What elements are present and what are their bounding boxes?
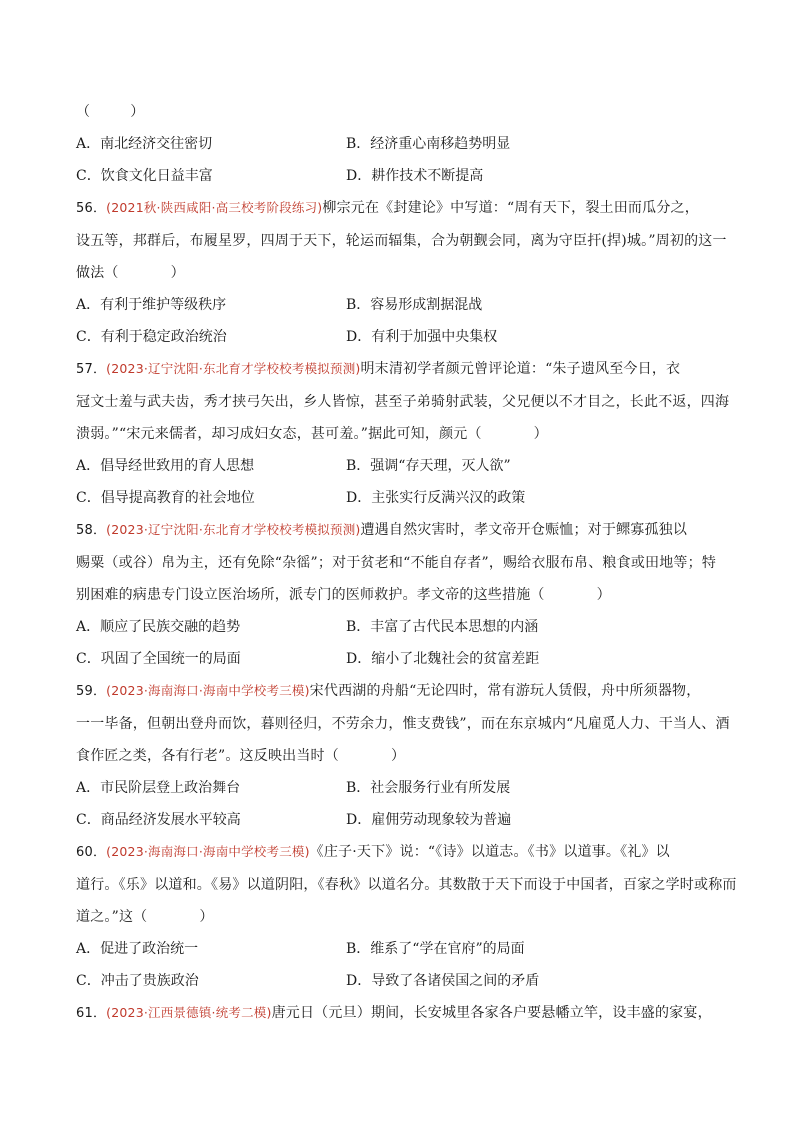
q58-stem-line-3: 别困难的病患专门设立医治场所，派专门的医师救护。孝文帝的这些措施（ ）	[76, 587, 611, 603]
q61-source: (2023·江西景德镇·统考二模)	[106, 1005, 272, 1020]
q57-number: 57．	[76, 362, 107, 377]
q55-option-a: A．南北经济交往密切	[76, 136, 213, 152]
q57-stem-line-1: 57．(2023·辽宁沈阳·东北育才学校校考模拟预测)明末清初学者颜元曾评论道：“朱子遗风至今日，衣	[76, 361, 681, 377]
q56-option-c: C．有利于稳定政治统治	[76, 329, 227, 345]
q58-option-c: C．巩固了全国统一的局面	[76, 651, 241, 667]
q60-stem-line-3: 道之。”这（ ）	[76, 909, 214, 925]
q60-option-b: B．维系了“学在官府”的局面	[346, 941, 525, 957]
q58-options-row-2	[76, 643, 726, 675]
q56-stem-line-2: 设五等，邦群后，布履星罗，四周于天下，轮运而辐集，合为朝觐会同，离为守臣扞(捍)城。”周初的这一	[76, 233, 727, 249]
q56-option-d: D．有利于加强中央集权	[346, 329, 498, 345]
q58-number: 58．	[76, 523, 107, 538]
q59-option-c: C．商品经济发展水平较高	[76, 812, 241, 828]
q55-answer-blank	[76, 96, 726, 128]
q60-option-a: A．促进了政治统一	[76, 941, 199, 957]
q57-source: (2023·辽宁沈阳·东北育才学校校考模拟预测)	[106, 361, 361, 376]
q55-options-row-2	[76, 160, 726, 192]
q58-option-a: A．顺应了民族交融的趋势	[76, 619, 241, 635]
q58-option-d: D．缩小了北魏社会的贫富差距	[346, 651, 540, 667]
q55-option-c: C．饮食文化日益丰富	[76, 168, 213, 184]
q56-option-b: B．容易形成割据混战	[346, 297, 483, 313]
q59-number: 59．	[76, 684, 107, 699]
q55-options-row-1	[76, 128, 726, 160]
question-list	[76, 96, 737, 1030]
q60-source: (2023·海南海口·海南中学校考三模)	[106, 844, 310, 859]
q57-option-d: D．主张实行反满兴汉的政策	[346, 490, 526, 506]
q60-stem-line-1: 60．(2023·海南海口·海南中学校考三模)《庄子·天下》说：“《诗》以道志。《书》以道事。《礼》以	[76, 844, 670, 860]
q58-options-row-1	[76, 611, 726, 643]
q59-option-a: A．市民阶层登上政治舞台	[76, 780, 241, 796]
q55-option-d: D．耕作技术不断提高	[346, 168, 484, 184]
q57-stem-line-2: 冠文士羞与武夫齿，秀才挟弓矢出，乡人皆惊，甚至子弟骑射武装，父兄便以不才目之，长此不返，四海	[76, 394, 730, 410]
q59-stem-line-3: 食作匠之类，各有行老”。这反映出当时（ ）	[76, 748, 406, 764]
q57-option-b: B．强调“存天理，灭人欲”	[346, 458, 511, 474]
q58-source: (2023·辽宁沈阳·东北育才学校校考模拟预测)	[106, 522, 361, 537]
q59-source: (2023·海南海口·海南中学校考三模)	[106, 683, 310, 698]
q55-option-b: B．经济重心南移趋势明显	[346, 136, 511, 152]
q60-number: 60．	[76, 845, 107, 860]
q56-option-a: A．有利于维护等级秩序	[76, 297, 227, 313]
q61-stem-line-1: 61．(2023·江西景德镇·统考二模)唐元日（元旦）期间，长安城里各家各户要悬幡立竿，设丰盛的家宴，	[76, 1005, 712, 1021]
q58-stem-line-2: 赐粟（或谷）帛为主，还有免除“杂徭”；对于贫老和“不能自存者”，赐给衣服布帛、粮食或田地等；特	[76, 555, 717, 571]
q60-option-d: D．导致了各诸侯国之间的矛盾	[346, 973, 540, 989]
q61-number: 61．	[76, 1006, 107, 1021]
q57-options-row-1	[76, 450, 726, 482]
q60-options-row-2	[76, 965, 726, 997]
q56-stem-line-1: 56．(2021秋·陕西咸阳·高三校考阶段练习)柳宗元在《封建论》中写道：“周有天下，裂土田而瓜分之，	[76, 200, 699, 216]
paren-close: ）	[130, 104, 145, 120]
q56-stem-line-3: 做法（ ）	[76, 265, 185, 281]
q56-source: (2021秋·陕西咸阳·高三校考阶段练习)	[106, 200, 323, 215]
q57-options-row-2	[76, 482, 726, 514]
q58-stem-line-1: 58．(2023·辽宁沈阳·东北育才学校校考模拟预测)遭遇自然灾害时，孝文帝开仓赈恤；对于鳏寡孤独以	[76, 522, 688, 538]
q60-options-row-1	[76, 933, 726, 965]
q56-number: 56．	[76, 201, 107, 216]
q59-options-row-2	[76, 804, 726, 836]
q59-option-d: D．雇佣劳动现象较为普遍	[346, 812, 512, 828]
q59-stem-line-2: 一一毕备，但朝出登舟而饮，暮则径归，不劳余力，惟支费钱”，而在东京城内“凡雇觅人力、干当人、酒	[76, 716, 730, 732]
q59-stem-line-1: 59．(2023·海南海口·海南中学校考三模)宋代西湖的舟船“无论四时，常有游玩人赁假，舟中所须器物，	[76, 683, 701, 699]
q57-option-c: C．倡导提高教育的社会地位	[76, 490, 255, 506]
q57-stem-line-3: 溃弱。”“宋元来儒者，却习成妇女态，甚可羞。”据此可知，颜元（ ）	[76, 426, 548, 442]
q59-options-row-1	[76, 772, 726, 804]
q59-option-b: B．社会服务行业有所发展	[346, 780, 511, 796]
q57-option-a: A．倡导经世致用的育人思想	[76, 458, 255, 474]
paren-open: （	[76, 104, 91, 120]
q56-options-row-2	[76, 321, 726, 353]
q60-stem-line-2: 道行。《乐》以道和。《易》以道阴阳，《春秋》以道名分。其数散于天下而设于中国者，百家之学时或称而	[76, 877, 737, 893]
q56-options-row-1	[76, 289, 726, 321]
q60-option-c: C．冲击了贵族政治	[76, 973, 199, 989]
q58-option-b: B．丰富了古代民本思想的内涵	[346, 619, 539, 635]
